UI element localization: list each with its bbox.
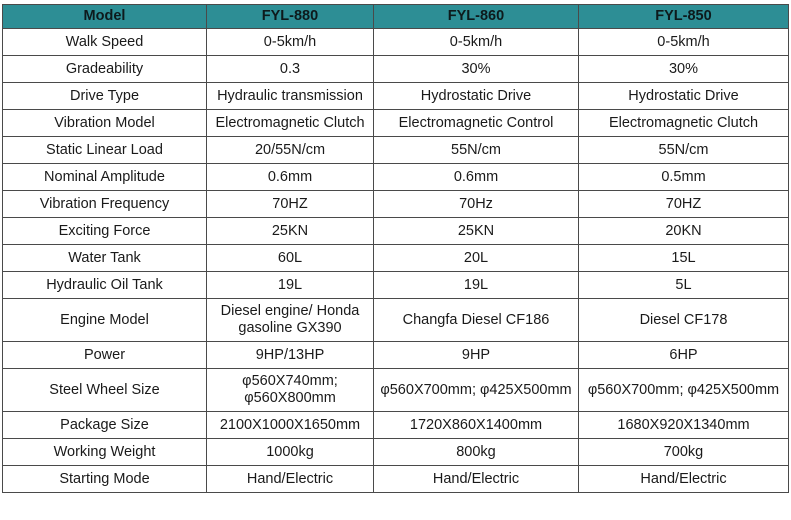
cell-value: 0-5km/h	[207, 29, 374, 56]
table-row-steel-wheel-size	[3, 369, 789, 412]
cell-value: 9HP/13HP	[207, 342, 374, 369]
cell-value: Hand/Electric	[374, 466, 579, 493]
table-row-drive-type	[3, 83, 789, 110]
cell-value: Diesel engine/ Honda gasoline GX390	[207, 299, 374, 342]
cell-value: Hydrostatic Drive	[579, 83, 789, 110]
cell-value: Changfa Diesel CF186	[374, 299, 579, 342]
cell-value: 25KN	[207, 218, 374, 245]
table-body	[3, 29, 789, 493]
table-row-water-tank	[3, 245, 789, 272]
table-row-vibration-frequency	[3, 191, 789, 218]
cell-value: 19L	[207, 272, 374, 299]
cell-value: 30%	[579, 56, 789, 83]
cell-value: 20KN	[579, 218, 789, 245]
cell-value: Hydraulic transmission	[207, 83, 374, 110]
table-row-exciting-force	[3, 218, 789, 245]
spec-table	[2, 4, 789, 493]
cell-value: 15L	[579, 245, 789, 272]
row-label: Hydraulic Oil Tank	[3, 272, 207, 299]
row-label: Water Tank	[3, 245, 207, 272]
cell-value: 70HZ	[579, 191, 789, 218]
cell-value: φ560X700mm; φ425X500mm	[374, 369, 579, 412]
table-row-power	[3, 342, 789, 369]
cell-value: 9HP	[374, 342, 579, 369]
row-label: Drive Type	[3, 83, 207, 110]
table-row-gradeability	[3, 56, 789, 83]
table-row-package-size	[3, 412, 789, 439]
row-label: Working Weight	[3, 439, 207, 466]
cell-value: 6HP	[579, 342, 789, 369]
cell-value: 0.5mm	[579, 164, 789, 191]
table-row-engine-model	[3, 299, 789, 342]
cell-value: 5L	[579, 272, 789, 299]
header-model-fyl-880: FYL-880	[207, 5, 374, 29]
cell-value: 70HZ	[207, 191, 374, 218]
table-row-walk-speed	[3, 29, 789, 56]
cell-value: 0.6mm	[207, 164, 374, 191]
cell-value: 1720X860X1400mm	[374, 412, 579, 439]
row-label: Power	[3, 342, 207, 369]
cell-value: 0.6mm	[374, 164, 579, 191]
cell-value: 55N/cm	[374, 137, 579, 164]
cell-value: φ560X700mm; φ425X500mm	[579, 369, 789, 412]
cell-value: 1680X920X1340mm	[579, 412, 789, 439]
row-label: Walk Speed	[3, 29, 207, 56]
row-label: Gradeability	[3, 56, 207, 83]
row-label: Vibration Frequency	[3, 191, 207, 218]
row-label: Vibration Model	[3, 110, 207, 137]
header-model-label: Model	[3, 5, 207, 29]
cell-value: Electromagnetic Clutch	[579, 110, 789, 137]
cell-value: Electromagnetic Control	[374, 110, 579, 137]
cell-value: 20/55N/cm	[207, 137, 374, 164]
cell-value: 25KN	[374, 218, 579, 245]
cell-value: Hand/Electric	[579, 466, 789, 493]
table-row-hydraulic-oil-tank	[3, 272, 789, 299]
header-model-fyl-860: FYL-860	[374, 5, 579, 29]
header-row	[3, 5, 789, 29]
cell-value: Diesel CF178	[579, 299, 789, 342]
cell-value: 19L	[374, 272, 579, 299]
table-row-static-linear-load	[3, 137, 789, 164]
row-label: Steel Wheel Size	[3, 369, 207, 412]
table-row-working-weight	[3, 439, 789, 466]
table-row-vibration-model	[3, 110, 789, 137]
cell-value: 70Hz	[374, 191, 579, 218]
row-label: Nominal Amplitude	[3, 164, 207, 191]
cell-value: 800kg	[374, 439, 579, 466]
cell-value: Hand/Electric	[207, 466, 374, 493]
row-label: Engine Model	[3, 299, 207, 342]
cell-value: 0-5km/h	[579, 29, 789, 56]
row-label: Exciting Force	[3, 218, 207, 245]
table-header	[3, 5, 789, 29]
cell-value: 0.3	[207, 56, 374, 83]
cell-value: 2100X1000X1650mm	[207, 412, 374, 439]
cell-value: φ560X740mm; φ560X800mm	[207, 369, 374, 412]
cell-value: 700kg	[579, 439, 789, 466]
cell-value: 30%	[374, 56, 579, 83]
row-label: Starting Mode	[3, 466, 207, 493]
table-row-starting-mode	[3, 466, 789, 493]
header-model-fyl-850: FYL-850	[579, 5, 789, 29]
cell-value: 20L	[374, 245, 579, 272]
cell-value: 0-5km/h	[374, 29, 579, 56]
cell-value: 60L	[207, 245, 374, 272]
cell-value: Electromagnetic Clutch	[207, 110, 374, 137]
row-label: Package Size	[3, 412, 207, 439]
table-row-nominal-amplitude	[3, 164, 789, 191]
cell-value: 1000kg	[207, 439, 374, 466]
row-label: Static Linear Load	[3, 137, 207, 164]
cell-value: Hydrostatic Drive	[374, 83, 579, 110]
cell-value: 55N/cm	[579, 137, 789, 164]
